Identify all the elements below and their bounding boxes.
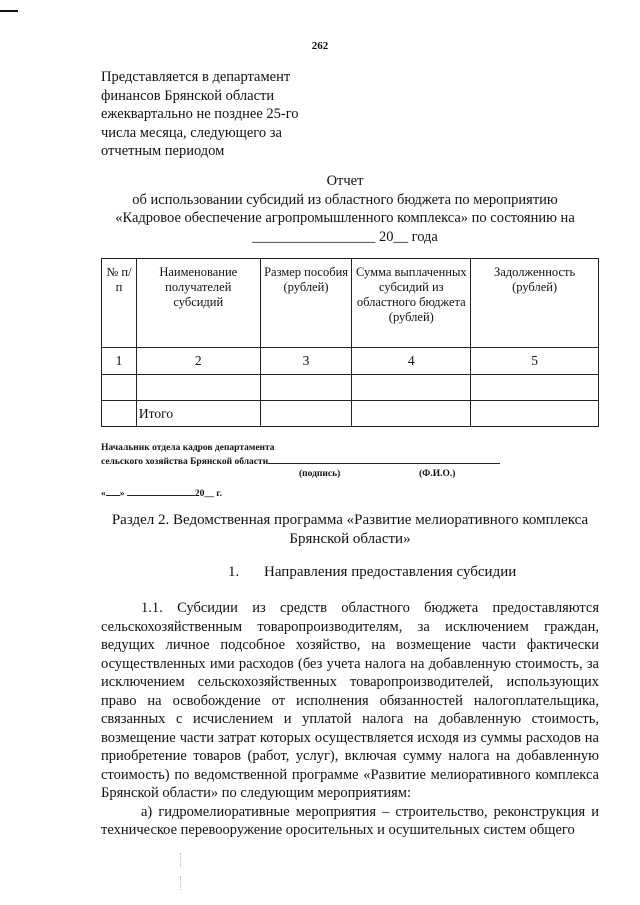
- table-cell: [260, 401, 352, 427]
- header-allowance-amount: Размер пособия (рублей): [260, 259, 352, 348]
- date-day-blank: [106, 495, 120, 496]
- column-number: 5: [471, 348, 599, 375]
- date-month-blank: [127, 495, 195, 496]
- table-cell: [260, 375, 352, 401]
- subsection-number: 1.: [228, 564, 240, 580]
- submission-note-line: Представляется в департамент: [101, 69, 291, 85]
- signatory-position-line: Начальник отдела кадров департамента: [101, 443, 275, 453]
- signature-block: [101, 442, 521, 500]
- submission-note-line: ежеквартально не позднее 25-го: [101, 106, 299, 122]
- date-year: 20__ г.: [194, 489, 222, 499]
- table-row-total: [102, 401, 599, 427]
- total-label: Итого: [136, 401, 260, 427]
- signature-date-line: [101, 488, 521, 500]
- table-cell: [471, 401, 599, 427]
- subsidy-report-table: [101, 258, 599, 427]
- submission-note-line: числа месяца, следующего за: [101, 124, 282, 141]
- subsection-title: Направления предоставления субсидии: [264, 564, 517, 580]
- body-paragraph: 1.1. Субсидии из средств областного бюджета предоставляются сельскохозяйственным товаропроизводителям, за исключением граждан, ведущих личное подсобное хозяйство, на возмещение части фактически осуществленных ими расходов (без учета налога на добавленную стоимость, за исключением сельскохозяйственных товаропроизводителей, использующих право на освобождение от исполнения обязанностей налогоплательщика, связанных с исчислением и уплатой налога на добавленную стоимость, возмещение части затрат которых осуществляется исходя из суммы расходов на приобретение товаров (работ, услуг), включая сумму налога на добавленную стоимость) по ведомственной программе «Развитие мелиоративного комплекса Брянской области» по следующим мероприятиям:: [101, 600, 599, 801]
- table-cell: [102, 401, 137, 427]
- column-number: 2: [136, 348, 260, 375]
- date-quote-close: »: [119, 489, 125, 499]
- table-cell: [352, 375, 471, 401]
- submission-note: [101, 68, 341, 161]
- table-cell: [102, 375, 137, 401]
- subsection-heading: [228, 564, 516, 581]
- scan-corner-mark: [0, 10, 18, 12]
- caption-signature: (подпись): [299, 469, 341, 479]
- report-subtitle-line: об использовании субсидий из областного бюджета по мероприятию: [132, 191, 558, 208]
- caption-full-name: (Ф.И.О.): [419, 469, 456, 479]
- header-row-number: № п/п: [102, 259, 137, 348]
- submission-note-line: отчетным периодом: [101, 143, 225, 159]
- column-number: 4: [352, 348, 471, 375]
- column-number: 1: [102, 348, 137, 375]
- scan-artifact: [180, 876, 182, 890]
- table-header-row: [102, 259, 599, 348]
- body-text: [101, 599, 599, 840]
- table-cell: [136, 375, 260, 401]
- signatory-position-line: [101, 454, 521, 468]
- scan-artifact: [180, 853, 182, 867]
- report-heading: [90, 172, 600, 246]
- report-date-line: _________________ 20__ года: [252, 228, 438, 245]
- report-title: Отчет: [326, 173, 364, 189]
- table-cell: [471, 375, 599, 401]
- header-paid-subsidies: Сумма выплаченных субсидий из областного бюджета (рублей): [352, 259, 471, 348]
- report-subtitle-line: «Кадровое обеспечение агропромышленного комплекса» по состоянию на: [115, 210, 575, 226]
- header-debt: Задолженность (рублей): [471, 259, 599, 348]
- column-number: 3: [260, 348, 352, 375]
- section-title: Раздел 2. Ведомственная программа «Развитие мелиоративного комплекса Брянской области»: [111, 512, 589, 547]
- signature-line: [268, 454, 500, 464]
- signatory-department: сельского хозяйства Брянской области: [101, 457, 269, 467]
- body-paragraph: а) гидромелиоративные мероприятия – строительство, реконструкция и техническое перевооружение оросительных и осушительных систем общего: [101, 803, 599, 838]
- header-recipient-name: Наименование получателей субсидий: [136, 259, 260, 348]
- table-cell: [352, 401, 471, 427]
- page-number: 262: [311, 40, 329, 52]
- signature-captions: [101, 468, 521, 482]
- table-row-empty: [102, 375, 599, 401]
- column-number-row: [102, 348, 599, 375]
- date-quote-open: «: [101, 489, 106, 499]
- submission-note-line: финансов Брянской области: [101, 87, 275, 104]
